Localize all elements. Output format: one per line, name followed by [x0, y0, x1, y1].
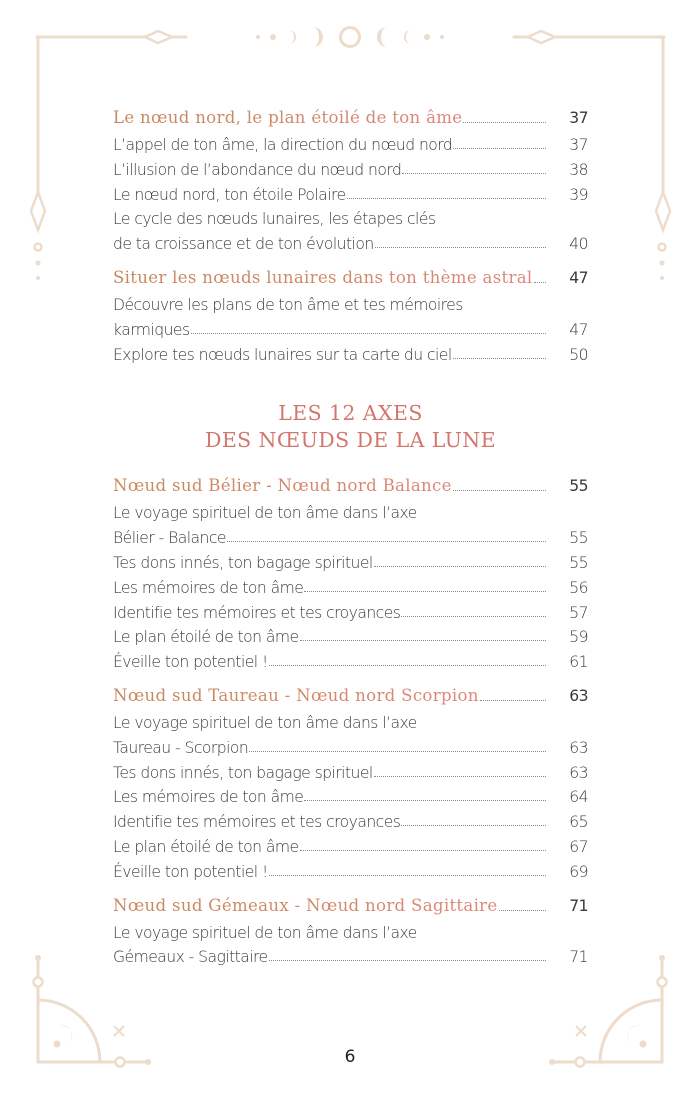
- page-ref: 61: [569, 653, 588, 672]
- section-title-line2: DES NŒUDS DE LA LUNE: [204, 428, 496, 453]
- leader-dots: [453, 358, 546, 359]
- leader-dots: [374, 776, 546, 777]
- page-ref: 37: [569, 136, 588, 154]
- toc-heading[interactable]: [113, 686, 588, 714]
- toc-entry[interactable]: [113, 604, 588, 629]
- toc-heading-title: Nœud sud Gémeaux - Nœud nord Sagittaire: [113, 895, 498, 915]
- leader-dots: [191, 333, 546, 334]
- toc-heading-title: Le nœud nord, le plan étoilé de ton âme: [113, 108, 463, 127]
- leader-dots: [402, 173, 546, 174]
- page-ref: 38: [569, 160, 588, 179]
- toc-entry-title: Taureau - Scorpion: [113, 738, 249, 757]
- toc-entry[interactable]: [113, 813, 588, 838]
- toc-entry-line1[interactable]: [113, 714, 588, 739]
- leader-dots: [269, 875, 546, 876]
- toc-entry[interactable]: [113, 838, 588, 863]
- toc-entry-title: Éveille ton potentiel !: [113, 862, 268, 881]
- moon-phases-icon: [256, 27, 444, 47]
- toc-entry-title: Découvre les plans de ton âme et tes mémoires: [113, 295, 463, 314]
- toc-entry-line1[interactable]: [113, 296, 588, 321]
- toc-entry-title: Gémeaux - Sagittaire: [113, 948, 268, 967]
- toc-entry-title: Tes dons innés, ton bagage spirituel: [113, 763, 373, 782]
- toc-entry-title: L’appel de ton âme, la direction du nœud nord: [113, 136, 453, 154]
- toc-entry-title: Le cycle des nœuds lunaires, les étapes clés: [113, 210, 436, 229]
- leader-dots: [249, 751, 546, 752]
- leader-dots: [269, 665, 546, 666]
- page-ref: 55: [569, 477, 588, 496]
- toc-entry-title: Identifie tes mémoires et tes croyances: [113, 813, 401, 832]
- toc-entry[interactable]: [113, 579, 588, 604]
- table-of-contents: [113, 108, 588, 973]
- leader-dots: [499, 910, 546, 911]
- page-ref: 55: [569, 529, 588, 548]
- toc-heading[interactable]: [113, 108, 588, 136]
- toc-entry[interactable]: [113, 863, 588, 888]
- leader-dots: [304, 800, 546, 801]
- leader-dots: [227, 541, 546, 542]
- page-ref: 57: [569, 603, 588, 622]
- toc-entry[interactable]: [113, 788, 588, 813]
- toc-entry-line1[interactable]: [113, 210, 588, 235]
- toc-entry[interactable]: [113, 321, 588, 346]
- toc-heading-title: Situer les nœuds lunaires dans ton thème astral: [113, 267, 533, 287]
- toc-entry[interactable]: [113, 764, 588, 789]
- toc-entry-title: karmiques: [113, 320, 190, 339]
- page-ref: 59: [569, 628, 588, 647]
- toc-heading[interactable]: [113, 268, 588, 296]
- toc-entry-title: Le nœud nord, ton étoile Polaire: [113, 185, 346, 204]
- page-ref: 39: [569, 185, 588, 204]
- toc-entry-title: Tes dons innés, ton bagage spirituel: [113, 553, 373, 572]
- leader-dots: [375, 247, 546, 248]
- page-ref: 63: [569, 763, 588, 782]
- toc-entry[interactable]: [113, 628, 588, 653]
- toc-entry-title: L’illusion de l’abondance du nœud nord: [113, 160, 402, 179]
- page-ref: 71: [569, 896, 588, 915]
- toc-entry-title: Explore tes nœuds lunaires sur ta carte du ciel: [113, 345, 452, 364]
- page-ref: 63: [569, 738, 588, 757]
- toc-entry-line1[interactable]: [113, 924, 588, 949]
- page-ref: 50: [569, 345, 588, 364]
- page-ref: 67: [569, 837, 588, 856]
- toc-entry-title: Le voyage spirituel de ton âme dans l’axe: [113, 504, 417, 523]
- page-ref: 40: [569, 235, 588, 254]
- toc-entry-title: Éveille ton potentiel !: [113, 653, 268, 672]
- toc-entry-title: de ta croissance et de ton évolution: [113, 235, 374, 254]
- toc-entry[interactable]: [113, 186, 588, 211]
- leader-dots: [463, 122, 546, 123]
- toc-entry-title: Le voyage spirituel de ton âme dans l’axe: [113, 713, 417, 732]
- toc-entry-title: Le voyage spirituel de ton âme dans l’axe: [113, 923, 417, 942]
- toc-entry-title: Les mémoires de ton âme: [113, 578, 304, 597]
- toc-heading[interactable]: [113, 476, 588, 504]
- page-ref: 47: [569, 268, 588, 287]
- leader-dots: [374, 566, 546, 567]
- toc-entry[interactable]: [113, 136, 588, 161]
- toc-entry-title: Le plan étoilé de ton âme: [113, 837, 299, 856]
- toc-entry-title: Identifie tes mémoires et tes croyances: [113, 603, 401, 622]
- left-diamond-icon: [31, 192, 45, 251]
- leader-dots: [453, 148, 546, 149]
- toc-heading[interactable]: [113, 896, 588, 924]
- page-ref: 64: [569, 788, 588, 807]
- page-ref: 55: [569, 553, 588, 572]
- toc-heading-title: Nœud sud Taureau - Nœud nord Scorpion: [113, 685, 479, 705]
- toc-entry[interactable]: [113, 161, 588, 186]
- toc-entry-title: Les mémoires de ton âme: [113, 788, 304, 807]
- leader-dots: [269, 960, 546, 961]
- leader-dots: [480, 700, 546, 701]
- leader-dots: [300, 850, 546, 851]
- toc-heading-title: Nœud sud Bélier - Nœud nord Balance: [113, 476, 452, 496]
- toc-entry[interactable]: [113, 948, 588, 973]
- page-ref: 47: [569, 320, 588, 339]
- page-ref: 63: [569, 686, 588, 705]
- toc-entry[interactable]: [113, 653, 588, 678]
- toc-entry[interactable]: [113, 529, 588, 554]
- page-ref: 37: [569, 109, 588, 127]
- toc-entry-title: Le plan étoilé de ton âme: [113, 628, 299, 647]
- toc-entry-title: Bélier - Balance: [113, 529, 226, 548]
- leader-dots: [304, 591, 546, 592]
- page-ref: 71: [569, 948, 588, 967]
- toc-entry[interactable]: [113, 739, 588, 764]
- toc-entry[interactable]: [113, 346, 588, 371]
- leader-dots: [534, 282, 546, 283]
- leader-dots: [453, 490, 546, 491]
- leader-dots: [300, 640, 546, 641]
- page-ref: 69: [569, 862, 588, 881]
- toc-entry[interactable]: [113, 235, 588, 260]
- leader-dots: [401, 616, 546, 617]
- page-number: 6: [344, 1047, 356, 1067]
- leader-dots: [401, 825, 546, 826]
- toc-entry-line1[interactable]: [113, 504, 588, 529]
- page-ref: 65: [569, 813, 588, 832]
- toc-entry[interactable]: [113, 554, 588, 579]
- section-title-line1: LES 12 AXES: [278, 401, 423, 426]
- page-ref: 56: [569, 578, 588, 597]
- leader-dots: [347, 198, 546, 199]
- section-title: [113, 400, 588, 454]
- right-diamond-icon: [656, 192, 670, 251]
